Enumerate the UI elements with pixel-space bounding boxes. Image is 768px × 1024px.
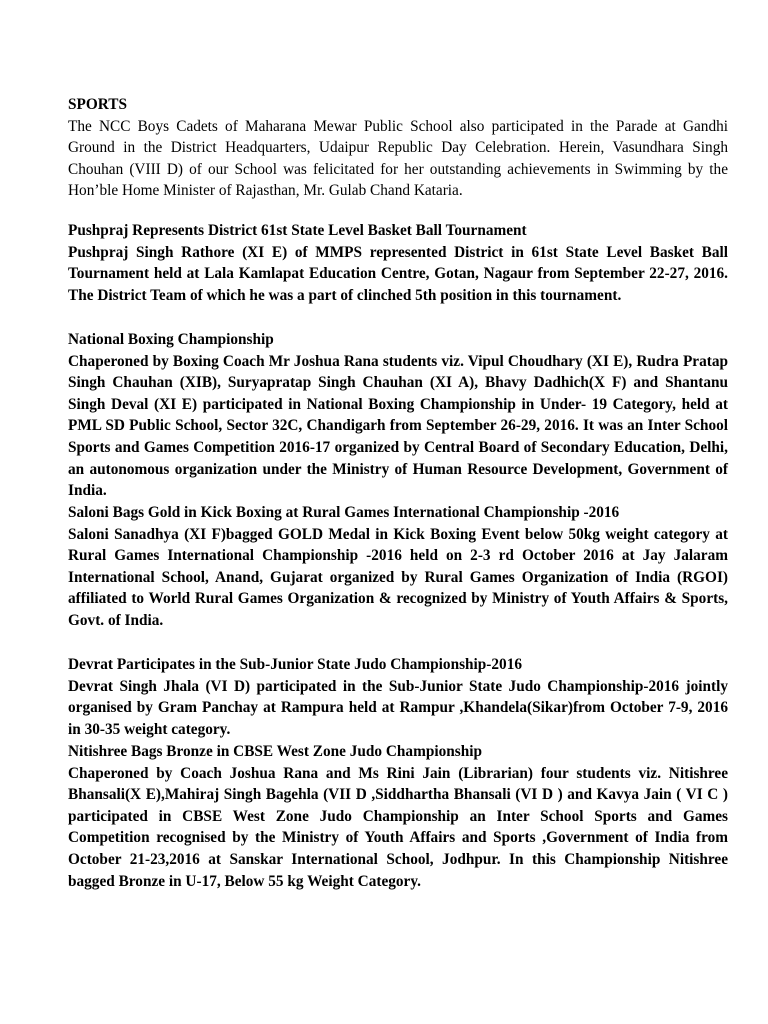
section-heading: National Boxing Championship xyxy=(68,331,274,348)
section-body: Chaperoned by Coach Joshua Rana and Ms Rini Jain (Librarian) four students viz. Nitishree Bhansali(X E),Mahiraj Singh Bagehla (VII D ,Siddhartha Bhansali (VI D ) and Kavya Jain ( VI C ) participated in CBSE West Zone Judo Championship an Inter School Sports and Games Competition recognised by the Ministry of Youth Affairs and Sports ,Government of India from October 21-23,2016 at Sanskar International School, Jodhpur. In this Championship Nitishree bagged Bronze in U-17, Below 55 kg Weight Category. xyxy=(68,764,728,890)
section-body: Pushpraj Singh Rathore (XI E) of MMPS represented District in 61st State Level Basket Ball Tournament held at Lala Kamlapat Education Centre, Gotan, Nagaur from September 22-27, 2016. The District Team of which he was a part of clinched 5th position in this tournament. xyxy=(68,243,728,304)
section-heading: SPORTS xyxy=(68,96,127,113)
section-heading: Pushpraj Represents District 61st State Level Basket Ball Tournament xyxy=(68,222,527,239)
section-body: Saloni Sanadhya (XI F)bagged GOLD Medal in Kick Boxing Event below 50kg weight category at Rural Games International Championship -2016 held on 2-3 rd October 2016 at Jay Jalaram International School, Anand, Gujarat organized by Rural Games Organization of India (RGOI) affiliated to World Rural Games Organization & recognized by Ministry of Youth Affairs & Sports, Govt. of India. xyxy=(68,525,728,629)
section-heading: Saloni Bags Gold in Kick Boxing at Rural Games International Championship -2016 xyxy=(68,504,620,521)
section-basketball xyxy=(68,220,728,306)
section-body: Chaperoned by Boxing Coach Mr Joshua Rana students viz. Vipul Choudhary (XI E), Rudra Pratap Singh Chauhan (XIB), Suryapratap Singh Chauhan (XI A), Bhavy Dadhich(X F) and Shantanu Singh Deval (XI E) participated in National Boxing Championship in Under- 19 Category, held at PML SD Public School, Sector 32C, Chandigarh from September 26-29, 2016. It was an Inter School Sports and Games Competition 2016-17 organized by Central Board of Secondary Education, Delhi, an autonomous organization under the Ministry of Human Resource Development, Government of India. xyxy=(68,352,728,500)
section-boxing xyxy=(68,329,728,502)
section-judo-west xyxy=(68,741,728,892)
section-heading: Nitishree Bags Bronze in CBSE West Zone Judo Championship xyxy=(68,743,482,760)
section-kickboxing xyxy=(68,502,728,632)
section-body: Devrat Singh Jhala (VI D) participated in the Sub-Junior State Judo Championship-2016 jointly organised by Gram Panchay at Rampura held at Rampur ,Khandela(Sikar)from October 7-9, 2016 in 30-35 weight category. xyxy=(68,677,728,738)
section-body: The NCC Boys Cadets of Maharana Mewar Public School also participated in the Parade at Gandhi Ground in the District Headquarters, Udaipur Republic Day Celebration. Herein, Vasundhara Singh Chouhan (VIII D) of our School was felicitated for her outstanding achievements in Swimming by the Hon’ble Home Minister of Rajasthan, Mr. Gulab Chand Kataria. xyxy=(68,117,728,200)
section-judo-state xyxy=(68,654,728,740)
section-sports xyxy=(68,94,728,202)
section-heading: Devrat Participates in the Sub-Junior State Judo Championship-2016 xyxy=(68,656,522,673)
